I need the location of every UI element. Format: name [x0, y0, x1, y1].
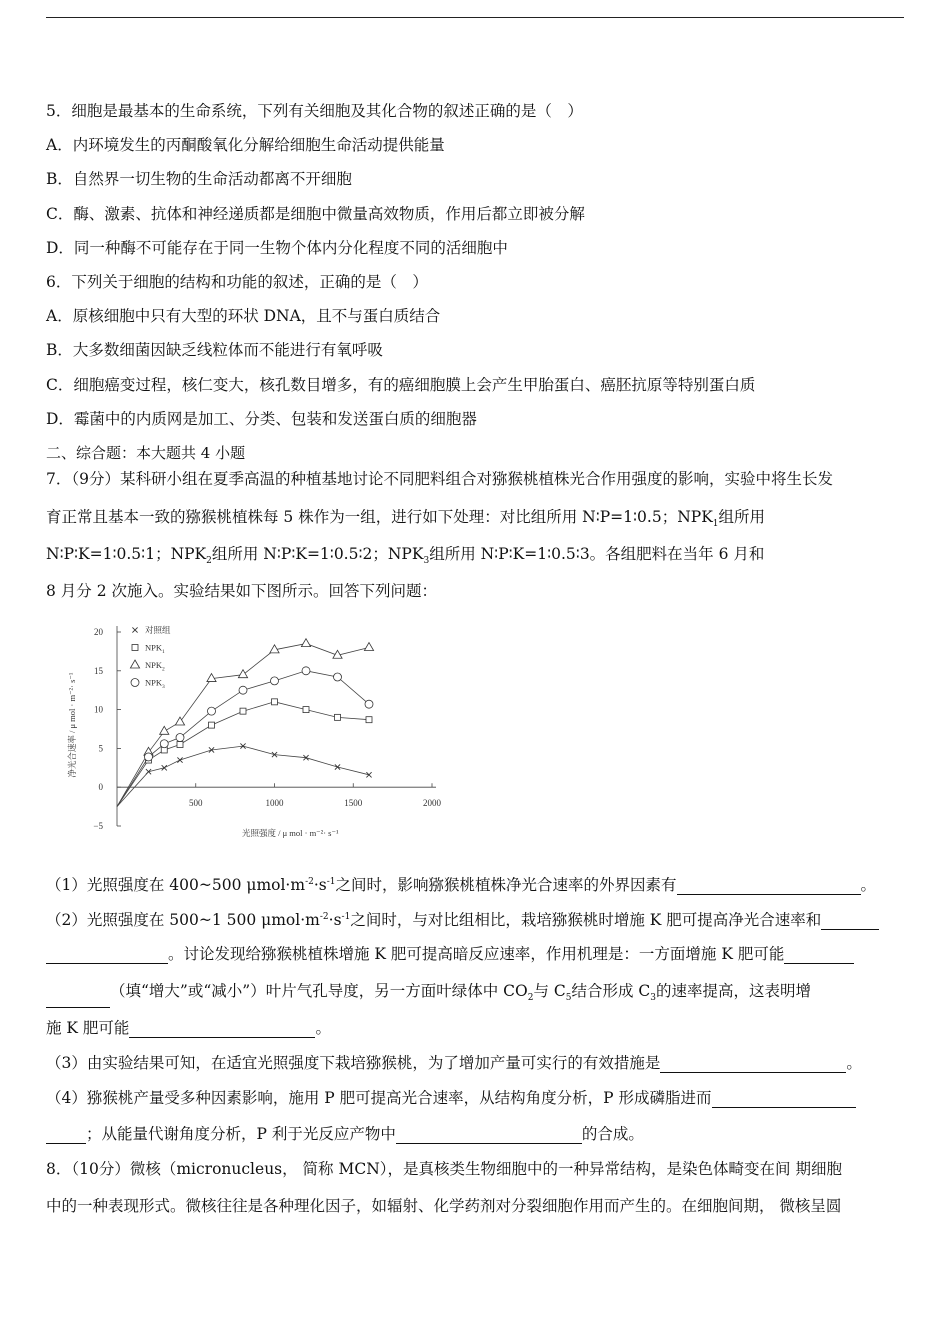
- q6-stem: 6．下列关于细胞的结构和功能的叙述，正确的是（ ）: [46, 273, 428, 291]
- q5-option-a: A．内环境发生的丙酮酸氧化分解给细胞生命活动提供能量: [46, 136, 445, 154]
- legend-label: $NPK_1$: [145, 642, 165, 655]
- data-point: [366, 772, 371, 777]
- series-NPK1: [117, 699, 372, 807]
- answer-blank-2a[interactable]: [821, 913, 879, 930]
- y-tick-label: 5: [98, 743, 103, 754]
- y-axis-label: 净光合速率 / μ mol · m⁻²· s⁻¹: [67, 672, 77, 778]
- x-tick-label: 2000: [423, 798, 441, 809]
- data-point: [208, 707, 216, 715]
- q7-line-2: 育正常且基本一致的猕猴桃植株每 5 株作为一组，进行如下处理：对比组所用 N∶P=1∶0.5；$NPK_1$组所用: [46, 508, 766, 530]
- legend-subscript: 1: [162, 649, 165, 655]
- answer-blank-3[interactable]: [660, 1056, 846, 1073]
- answer-blank-2e[interactable]: [129, 1021, 315, 1038]
- q7-part-2-line-3: （填“增大”或“减小”）叶片气孔导度，另一方面叶绿体中 $CO_2$与 $C_5$结合形成 $C_3$的速率提高，这表明增: [46, 981, 811, 1008]
- data-point: [272, 699, 278, 705]
- data-point: [303, 707, 309, 713]
- data-point: [177, 742, 183, 748]
- q7-part-4-line-1: （4）猕猴桃产量受多种因素影响，施用 P 肥可提高光合速率，从结构角度分析，P 形成磷脂进而: [46, 1088, 856, 1108]
- data-point: [334, 673, 342, 681]
- y-tick-label: 0: [98, 782, 103, 793]
- data-point: [132, 645, 138, 651]
- section-heading: 二、综合题：本大题共 4 小题: [46, 444, 246, 462]
- legend-subscript: 3: [162, 684, 165, 690]
- legend-item: [131, 678, 165, 691]
- q8-line-1: 8．（10分）微核（micronucleus， 简称 MCN），是真核类生物细胞中的一种异常结构，是染色体畸变在间 期细胞: [46, 1160, 842, 1178]
- data-point: [366, 717, 372, 723]
- answer-blank-2b[interactable]: [46, 947, 168, 964]
- y-tick-label: 10: [94, 704, 103, 715]
- data-point: [177, 757, 182, 762]
- net-photosynthesis-chart: [58, 618, 462, 840]
- chart-legend: [130, 625, 171, 690]
- legend-item: [132, 625, 171, 635]
- legend-item: [132, 643, 165, 656]
- q5-option-d: D．同一种酶不可能存在于同一生物个体内分化程度不同的活细胞中: [46, 239, 508, 257]
- data-point: [239, 686, 247, 694]
- q5-option-b: B．自然界一切生物的生命活动都离不开细胞: [46, 170, 352, 188]
- data-point: [335, 764, 340, 769]
- legend-label: 对照组: [145, 625, 171, 635]
- data-point: [132, 627, 137, 632]
- answer-blank-4c[interactable]: [396, 1127, 582, 1144]
- series-line: [117, 746, 369, 807]
- q7-line-3: N∶P∶K=1∶0.5∶1；$NPK_2$组所用 N∶P∶K=1∶0.5∶2；$NPK_3$组所用 N∶P∶K=1∶0.5∶3。各组肥料在当年 6 月和: [46, 545, 765, 567]
- series-NPK3: [117, 667, 373, 807]
- data-point: [131, 679, 139, 687]
- data-point: [146, 769, 151, 774]
- x-tick-label: 1500: [344, 798, 363, 809]
- answer-blank-2d[interactable]: [46, 991, 110, 1008]
- data-point: [209, 722, 215, 728]
- data-point: [238, 670, 247, 678]
- legend-label: $NPK_3$: [145, 677, 165, 690]
- q7-line-4: 8 月分 2 次施入。实验结果如下图所示。回答下列问题：: [46, 582, 438, 600]
- answer-blank-1[interactable]: [677, 878, 861, 895]
- x-axis-label: 光照强度 / μ mol · m⁻²· s⁻¹: [241, 828, 339, 838]
- q7-part-3: （3）由实验结果可知，在适宜光照强度下栽培猕猴桃，为了增加产量可实行的有效措施是 。: [46, 1054, 862, 1072]
- q5-option-c: C．酶、激素、抗体和神经递质都是细胞中微量高效物质，作用后都立即被分解: [46, 205, 585, 223]
- chart-axes: [67, 626, 442, 838]
- data-point: [160, 740, 168, 748]
- series-line: [117, 702, 369, 807]
- q7-part-2-line-2: 。讨论发现给猕猴桃植株增施 K 肥可提高暗反应速率，作用机理是：一方面增施 K 肥可能: [46, 944, 854, 964]
- data-point: [301, 639, 310, 647]
- answer-blank-4b[interactable]: [46, 1127, 86, 1144]
- q8-line-2: 中的一种表现形式。微核往往是各种理化因子，如辐射、化学药剂对分裂细胞作用而产生的。在细胞间期， 微核呈圆: [46, 1197, 842, 1215]
- q7-line-1: 7．（9分）某科研小组在夏季高温的种植基地讨论不同肥料组合对猕猴桃植株光合作用强度的影响，实验中将生长发: [46, 470, 833, 488]
- data-point: [145, 753, 153, 761]
- q6-option-b: B．大多数细菌因缺乏线粒体而不能进行有氧呼吸: [46, 341, 383, 359]
- q7-part-2-line-4: 施 K 肥可能 。: [46, 1019, 331, 1037]
- data-point: [130, 660, 139, 668]
- x-tick-label: 500: [189, 798, 203, 809]
- q7-part-4-line-2: ；从能量代谢角度分析，P 利于光反应产物中 的合成。: [46, 1124, 644, 1144]
- data-point: [240, 708, 246, 714]
- q6-option-a: A．原核细胞中只有大型的环状 DNA，且不与蛋白质结合: [46, 307, 441, 325]
- q7-part-1: （1）光照强度在 400~500 $\mu mol\cdot m^{-2}\cdot s^{-1}$之间时，影响猕猴桃植株净光合速率的外界因素有 。: [46, 876, 877, 895]
- x-tick-label: 1000: [265, 798, 284, 809]
- header-rule: [46, 17, 904, 18]
- q6-option-d: D．霉菌中的内质网是加工、分类、包装和发送蛋白质的细胞器: [46, 410, 477, 428]
- data-point: [176, 734, 184, 742]
- legend-item: [130, 660, 165, 673]
- y-tick-label: 15: [94, 665, 103, 676]
- data-point: [162, 765, 167, 770]
- q6-option-c: C．细胞癌变过程，核仁变大，核孔数目增多，有的癌细胞膜上会产生甲胎蛋白、癌胚抗原等特别蛋白质: [46, 376, 756, 394]
- q5-stem: 5．细胞是最基本的生命系统，下列有关细胞及其化合物的叙述正确的是（ ）: [46, 102, 583, 120]
- data-point: [160, 726, 169, 734]
- data-point: [365, 700, 373, 708]
- data-point: [335, 714, 341, 720]
- y-tick-label: −5: [93, 821, 103, 831]
- data-point: [207, 674, 216, 682]
- data-point: [302, 667, 310, 675]
- answer-blank-4a[interactable]: [712, 1091, 856, 1108]
- series-对照组: [117, 743, 372, 809]
- answer-blank-2c[interactable]: [784, 947, 854, 964]
- q7-part-2-line-1: （2）光照强度在 500~1 500 $\mu mol\cdot m^{-2}\cdot s^{-1}$之间时，与对比组相比，栽培猕猴桃时增施 K 肥可提高净光合速率和: [46, 907, 879, 930]
- data-point: [271, 677, 279, 685]
- legend-subscript: 2: [162, 666, 165, 673]
- data-point: [364, 643, 373, 651]
- legend-label: $NPK_2$: [145, 660, 165, 673]
- y-tick-label: 20: [94, 627, 103, 637]
